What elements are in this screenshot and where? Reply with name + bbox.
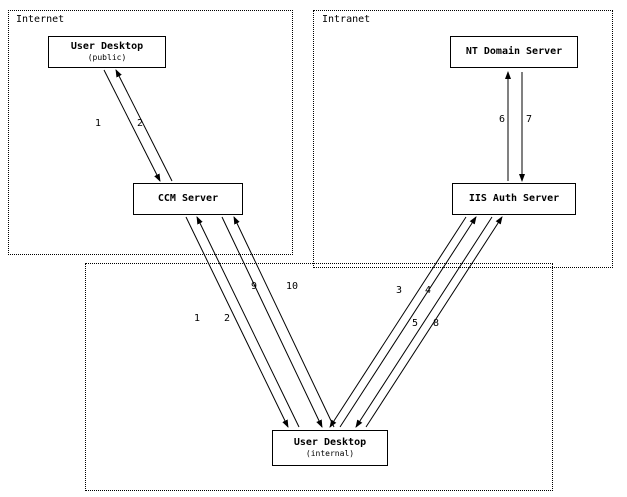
node-nt-domain-server[interactable] (450, 36, 578, 68)
node-title: NT Domain Server (465, 46, 563, 57)
node-title: IIS Auth Server (468, 193, 560, 204)
node-title: CCM Server (157, 193, 219, 204)
edge-label-10: 10 (286, 281, 299, 292)
node-title: User Desktop (293, 437, 367, 448)
edge-label-7: 7 (526, 114, 533, 125)
edge-label-1-internet: 1 (95, 118, 102, 129)
node-title: User Desktop (70, 41, 144, 52)
zone-intranet-label: Intranet (322, 14, 371, 25)
node-user-desktop-internal[interactable] (272, 430, 388, 466)
node-ccm-server[interactable] (133, 183, 243, 215)
node-subtitle: (public) (87, 53, 127, 62)
edge-label-3: 3 (396, 285, 403, 296)
edge-label-2-internal: 2 (224, 313, 231, 324)
edge-label-8: 8 (433, 318, 440, 329)
zone-internet-label: Internet (16, 14, 65, 25)
edge-label-1-internal: 1 (194, 313, 201, 324)
edge-label-2-internet: 2 (137, 118, 144, 129)
node-user-desktop-public[interactable] (48, 36, 166, 68)
edge-label-6: 6 (499, 114, 506, 125)
node-iis-auth-server[interactable] (452, 183, 576, 215)
edge-label-4: 4 (425, 285, 432, 296)
edge-label-9: 9 (251, 281, 258, 292)
edge-label-5: 5 (412, 318, 419, 329)
node-subtitle: (internal) (305, 449, 355, 458)
